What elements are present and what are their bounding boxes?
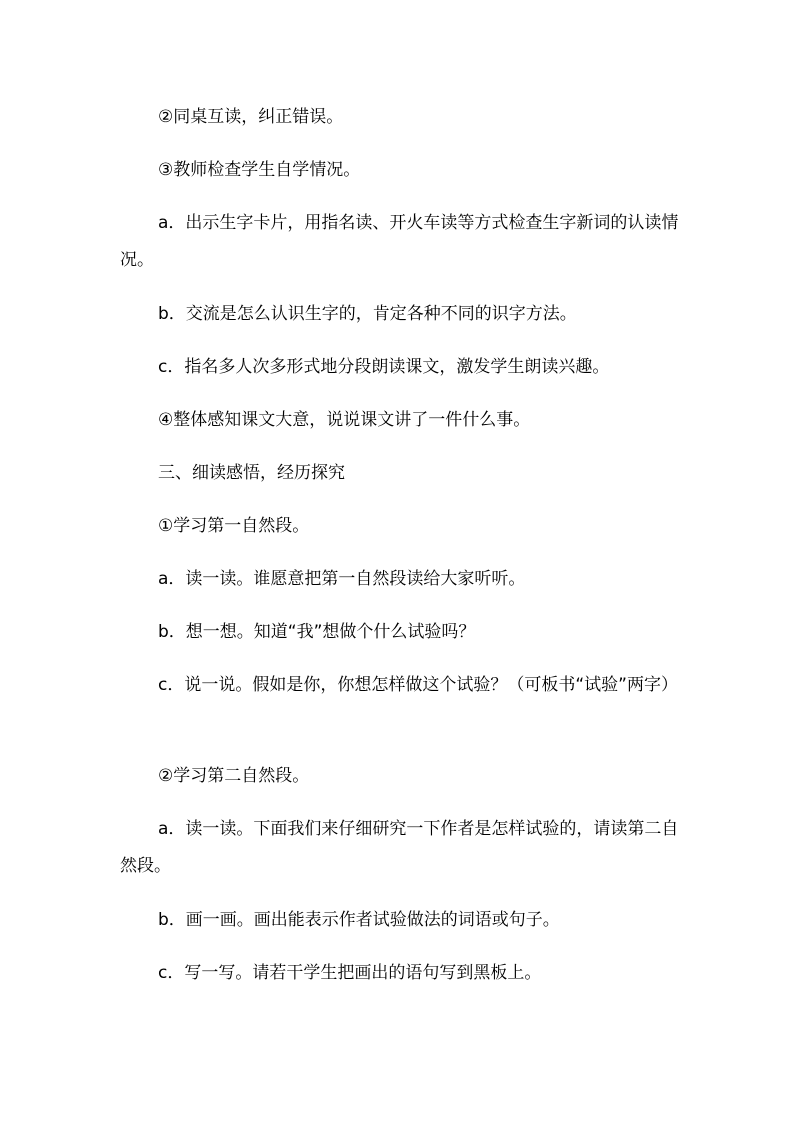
paragraph-1: ②同桌互读，纠正错误。 <box>158 107 344 127</box>
paragraph-8: a．读一读。谁愿意把第一自然段读给大家听听。 <box>158 569 526 589</box>
paragraph-9: b．想一想。知道“我”想做个什么试验吗？ <box>158 622 476 642</box>
paragraph-7: ①学习第一自然段。 <box>158 516 310 536</box>
paragraph-2: ③教师检查学生自学情况。 <box>158 160 361 180</box>
paragraph-13: b．画一画。画出能表示作者试验做法的词语或句子。 <box>158 910 560 930</box>
paragraph-14: c．写一写。请若干学生把画出的语句写到黑板上。 <box>158 963 542 983</box>
paragraph-12: a．读一读。下面我们来仔细研究一下作者是怎样试验的，请读第二自然段。 <box>120 819 679 876</box>
paragraph-3: a．出示生字卡片，用指名读、开火车读等方式检查生字新词的认读情况。 <box>120 213 679 270</box>
paragraph-6: ④整体感知课文大意，说说课文讲了一件什么事。 <box>158 410 531 430</box>
paragraph-11: ②学习第二自然段。 <box>158 766 310 786</box>
paragraph-5: c．指名多人次多形式地分段朗读课文，激发学生朗读兴趣。 <box>158 357 610 377</box>
paragraph-10: c．说一说。假如是你，你想怎样做这个试验？（可板书“试验”两字） <box>158 675 678 695</box>
paragraph-4: b．交流是怎么认识生字的，肯定各种不同的识字方法。 <box>158 304 577 324</box>
section-heading: 三、细读感悟，经历探究 <box>158 463 345 483</box>
